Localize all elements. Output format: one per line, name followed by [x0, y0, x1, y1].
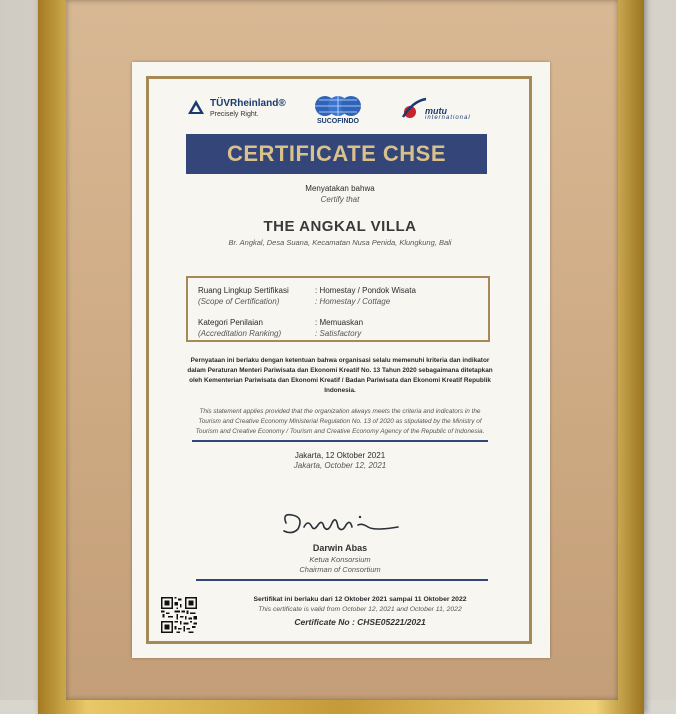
category-value-id: : Memuaskan — [315, 318, 364, 327]
signer-title-id: Ketua Konsorsium — [309, 555, 371, 564]
qr-code-icon — [161, 597, 197, 633]
holder-name: THE ANGKAL VILLA — [263, 218, 417, 235]
globe-icon — [311, 94, 365, 118]
tuv-name: TÜVRheinland® — [210, 98, 286, 109]
certificate-number: Certificate No : CHSE05221/2021 — [294, 617, 426, 627]
mutu-swoosh-icon — [401, 97, 427, 123]
mutu-international-logo — [401, 97, 491, 125]
category-label-en: (Accreditation Ranking) — [198, 329, 282, 338]
validity-en: This certificate is valid from October 12, 2021 and October 11, 2022 — [258, 606, 462, 613]
scope-label-en: (Scope of Certification) — [198, 297, 280, 306]
scope-value-id: : Homestay / Pondok Wisata — [315, 286, 416, 295]
tuv-tagline: Precisely Right. — [210, 111, 259, 118]
divider-top — [192, 440, 488, 442]
category-value-en: : Satisfactory — [315, 329, 362, 338]
tuv-triangle-icon — [188, 100, 204, 114]
scope-value-en: : Homestay / Cottage — [315, 297, 391, 306]
place-date-id: Jakarta, 12 Oktober 2021 — [294, 451, 386, 460]
holder-address: Br. Angkal, Desa Suana, Kecamatan Nusa Penida, Klungkung, Bali — [228, 238, 452, 247]
sucofindo-name: SUCOFINDO — [317, 118, 359, 125]
statement-en-line3: Tourism and Creative Economy / Tourism and Creative Economy Agency of the Republic of Indonesia. — [195, 428, 485, 435]
handwritten-signature — [278, 505, 408, 541]
divider-bottom — [196, 579, 488, 581]
certificate-title: CERTIFICATE CHSE — [186, 134, 487, 174]
mutu-name: mutu — [425, 106, 447, 116]
statement-id-line4: Indonesia. — [324, 387, 356, 394]
statement-en-line2: Tourism and Creative Economy Ministerial Regulation No. 13 of 2020 as stipulated by the Ministry of — [198, 418, 482, 425]
intro-id: Menyatakan bahwa — [305, 184, 375, 193]
signer-name: Darwin Abas — [312, 543, 368, 553]
intro-en: Certify that — [320, 195, 360, 204]
sucofindo-logo — [311, 94, 365, 128]
scope-label-id: Ruang Lingkup Sertifikasi — [198, 286, 289, 295]
statement-en-line1: This statement applies provided that the organization always meets the criteria and indicators in the — [199, 408, 481, 415]
mutu-subtitle: international — [425, 115, 471, 121]
signer-title-en: Chairman of Consortium — [299, 565, 381, 574]
validity-id: Sertifikat ini berlaku dari 12 Oktober 2021 sampai 11 Oktober 2022 — [253, 596, 467, 603]
statement-id-line1: Pernyataan ini berlaku dengan ketentuan bahwa organisasi selalu memenuhi kriteria dan indikator — [190, 357, 490, 364]
place-date-en: Jakarta, October 12, 2021 — [293, 461, 387, 470]
statement-id-line2: dalam Peraturan Menteri Pariwisata dan Ekonomi Kreatif No. 13 Tahun 2020 sebagaimana ditetapkan — [187, 367, 493, 374]
category-label-id: Kategori Penilaian — [198, 318, 263, 327]
statement-id-line3: oleh Kementerian Pariwisata dan Ekonomi Kreatif / Badan Pariwisata dan Ekonomi Kreatif Republik — [189, 377, 491, 384]
